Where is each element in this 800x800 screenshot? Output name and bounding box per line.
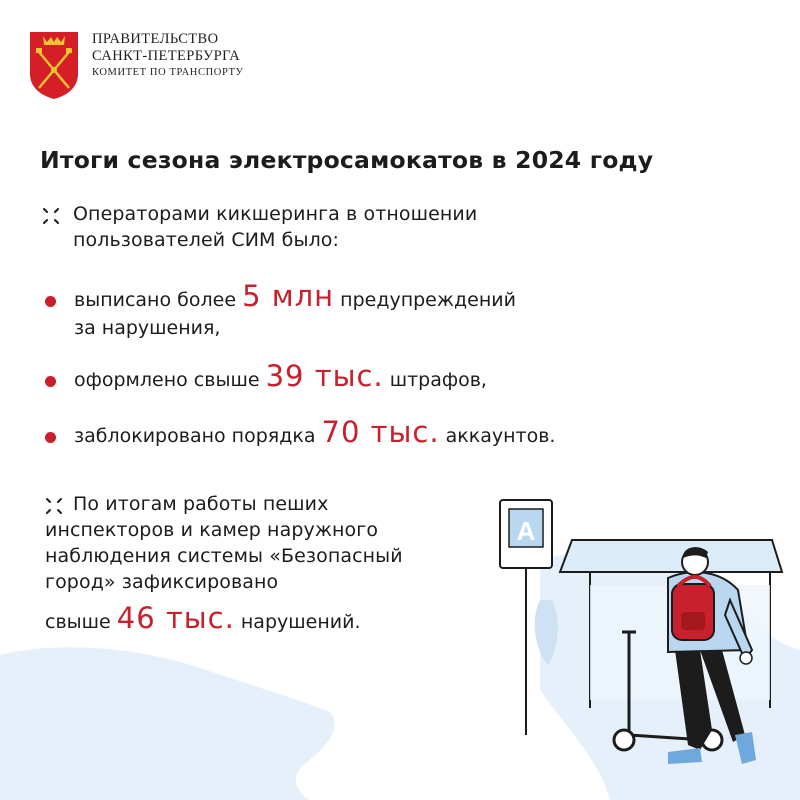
spb-coat-of-arms-icon bbox=[28, 30, 80, 100]
bullet-2-highlight: 39 тыс. bbox=[265, 359, 384, 393]
section2-line2: инспекторов и камер наружного bbox=[45, 519, 379, 541]
bullet-3-post: аккаунтов. bbox=[439, 425, 556, 447]
bullet-1-line2: за нарушения, bbox=[74, 317, 221, 339]
section2-result-pre: свыше bbox=[45, 611, 117, 633]
bullet-1-pre: выписано более bbox=[74, 289, 243, 311]
bullet-1-post: предупреждений bbox=[334, 289, 516, 311]
page-title: Итоги сезона электросамокатов в 2024 году bbox=[40, 146, 654, 174]
bullet-3-pre: заблокировано порядка bbox=[74, 425, 322, 447]
header-line3: КОМИТЕТ ПО ТРАНСПОРТУ bbox=[92, 67, 244, 78]
section1-line2: пользователей СИМ было: bbox=[73, 229, 340, 251]
bullet-2-post: штрафов, bbox=[383, 369, 487, 391]
section1-line1: Операторами кикшеринга в отношении bbox=[73, 203, 478, 225]
section2-line1: По итогам работы пеших bbox=[73, 493, 329, 515]
bullet-item-1 bbox=[74, 279, 516, 314]
section2-result-post: нарушений. bbox=[234, 611, 361, 633]
bullet-dot bbox=[45, 296, 56, 307]
section2-line4: город» зафиксировано bbox=[45, 571, 279, 593]
illustration bbox=[300, 470, 800, 800]
bullet-dot bbox=[45, 376, 56, 387]
bullet-3-highlight: 70 тыс. bbox=[321, 415, 440, 449]
x-marker-icon bbox=[42, 207, 60, 225]
x-marker-icon bbox=[45, 497, 63, 515]
section2-line3: наблюдения системы «Безопасный bbox=[45, 545, 403, 567]
section2-text bbox=[73, 491, 328, 517]
header-line1: ПРАВИТЕЛЬСТВО bbox=[92, 31, 219, 47]
bullet-dot bbox=[45, 432, 56, 443]
bullet-2-pre: оформлено свыше bbox=[74, 369, 266, 391]
bullet-item-2 bbox=[74, 359, 487, 394]
bullet-item-3 bbox=[74, 415, 556, 450]
header-line2: САНКТ-ПЕТЕРБУРГА bbox=[92, 48, 241, 64]
section2-result-highlight: 46 тыс. bbox=[116, 601, 235, 635]
stop-sign-letter: А bbox=[516, 516, 536, 546]
section1-text bbox=[73, 201, 477, 253]
header-text bbox=[92, 31, 244, 81]
bullet-1-highlight: 5 млн bbox=[242, 279, 335, 313]
